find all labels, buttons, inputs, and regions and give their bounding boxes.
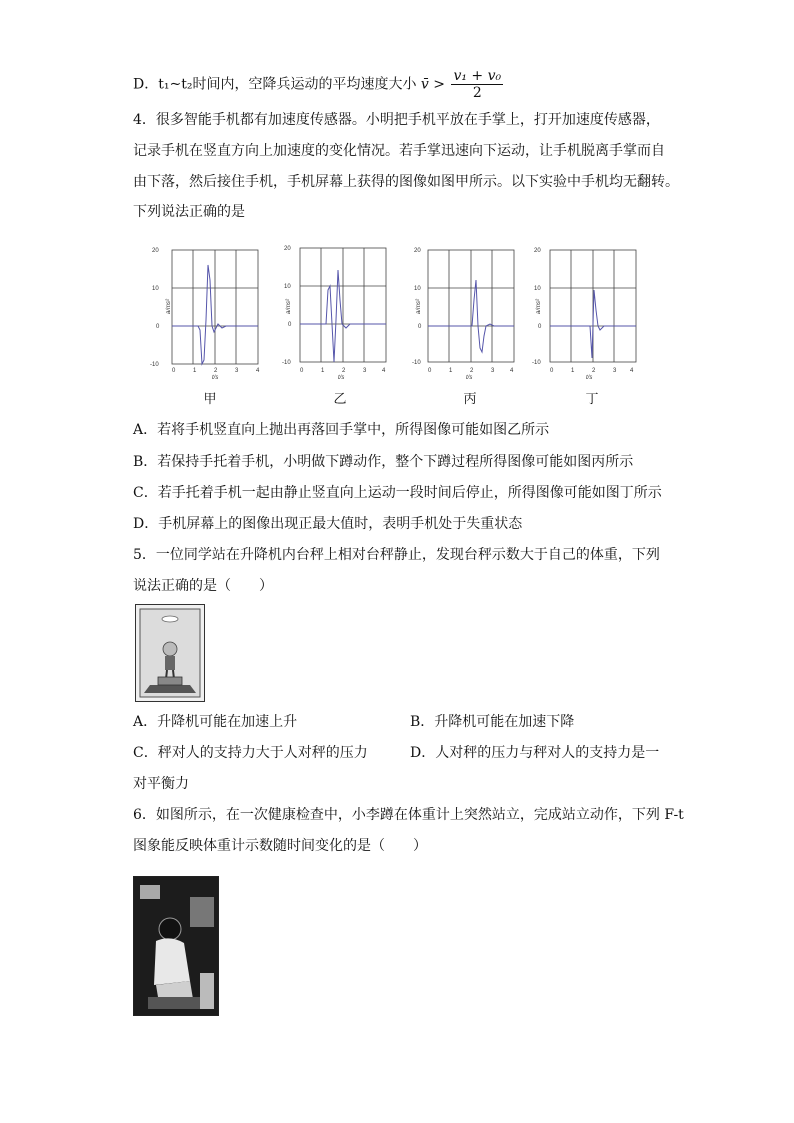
y-tick: 0 bbox=[156, 324, 160, 330]
y-tick: -10 bbox=[532, 360, 541, 366]
y-label: a/ms² bbox=[536, 299, 542, 314]
graph-caption: 甲 bbox=[203, 392, 217, 407]
x-tick: 3 bbox=[491, 368, 495, 374]
x-tick: 0 bbox=[172, 368, 176, 374]
x-tick: 2 bbox=[592, 368, 596, 374]
y-tick: 10 bbox=[284, 284, 291, 290]
x-tick: 1 bbox=[571, 368, 575, 374]
y-tick: -10 bbox=[150, 362, 159, 368]
x-tick: 2 bbox=[342, 368, 346, 374]
q5-option-b: B．升降机可能在加速下降 bbox=[410, 714, 575, 730]
q5-stem-line: 5．一位同学站在升降机内台秤上相对台秤静止，发现台秤示数大于自己的体重，下列 bbox=[133, 547, 660, 563]
y-tick: 20 bbox=[414, 248, 421, 254]
x-tick: 4 bbox=[256, 368, 260, 374]
elevator-illustration bbox=[135, 604, 205, 702]
q4-stem-line: 下列说法正确的是 bbox=[133, 204, 245, 220]
y-tick: 0 bbox=[538, 324, 542, 330]
graph-bing-plot bbox=[400, 240, 520, 380]
q4-option-d: D．手机屏幕上的图像出现正最大值时，表明手机处于失重状态 bbox=[133, 516, 523, 532]
graph-jia bbox=[150, 240, 270, 380]
y-tick: -10 bbox=[282, 360, 291, 366]
q5-option-c: C．秤对人的支持力大于人对秤的压力 bbox=[133, 745, 368, 761]
x-tick: 3 bbox=[363, 368, 367, 374]
x-tick: 0 bbox=[428, 368, 432, 374]
graph-caption: 丁 bbox=[585, 392, 599, 407]
graph-yi-plot bbox=[270, 240, 390, 380]
y-tick: -10 bbox=[412, 360, 421, 366]
y-tick: 0 bbox=[288, 322, 292, 328]
q4-stem-line: 4．很多智能手机都有加速度传感器。小明把手机平放在手掌上，打开加速度传感器， bbox=[133, 112, 660, 128]
fraction-numerator: v₁ + v₀ bbox=[453, 68, 502, 84]
q3-option-d bbox=[133, 68, 503, 101]
health-check-photo bbox=[133, 876, 219, 1016]
q4-option-b: B．若保持手托着手机，小明做下蹲动作，整个下蹲过程所得图像可能如图丙所示 bbox=[133, 454, 634, 470]
q4-stem-line: 记录手机在竖直方向上加速度的变化情况。若手掌迅速向下运动，让手机脱离手掌而自 bbox=[133, 143, 665, 159]
q6-stem-line: 6．如图所示，在一次健康检查中，小李蹲在体重计上突然站立，完成站立动作，下列 F-t bbox=[133, 807, 684, 823]
graph-caption: 乙 bbox=[333, 392, 347, 407]
y-tick: 10 bbox=[534, 286, 541, 292]
option-text: t₁~t₂时间内，空降兵运动的平均速度大小 bbox=[158, 76, 417, 93]
graph-bing bbox=[400, 240, 520, 380]
q4-stem-line: 由下落，然后接住手机，手机屏幕上获得的图像如图甲所示。以下实验中手机均无翻转。 bbox=[133, 174, 679, 190]
x-tick: 2 bbox=[214, 368, 218, 374]
graph-jia-plot bbox=[150, 240, 270, 380]
y-label: a/ms² bbox=[416, 299, 422, 314]
fraction bbox=[451, 68, 503, 101]
x-tick: 1 bbox=[193, 368, 197, 374]
x-label: t/s bbox=[586, 375, 593, 380]
x-tick: 4 bbox=[382, 368, 386, 374]
graph-ding-plot bbox=[520, 240, 640, 380]
x-tick: 4 bbox=[510, 368, 514, 374]
person-standing-icon bbox=[134, 877, 218, 1015]
x-tick: 2 bbox=[470, 368, 474, 374]
y-tick: 20 bbox=[284, 246, 291, 252]
elevator-person-icon bbox=[136, 605, 204, 701]
y-tick: 20 bbox=[152, 248, 159, 254]
q4-option-c: C．若手托着手机一起由静止竖直向上运动一段时间后停止，所得图像可能如图丁所示 bbox=[133, 485, 662, 501]
x-tick: 3 bbox=[235, 368, 239, 374]
option-prefix: D． bbox=[133, 76, 159, 93]
graph-ding bbox=[520, 240, 640, 380]
y-tick: 20 bbox=[534, 248, 541, 254]
q6-stem-line: 图象能反映体重计示数随时间变化的是（ ） bbox=[133, 838, 427, 854]
x-tick: 4 bbox=[630, 368, 634, 374]
x-label: t/s bbox=[338, 375, 345, 380]
x-label: t/s bbox=[466, 375, 473, 380]
x-tick: 1 bbox=[449, 368, 453, 374]
q5-option-a: A．升降机可能在加速上升 bbox=[133, 714, 298, 730]
graph-yi bbox=[270, 240, 390, 380]
y-label: a/ms² bbox=[286, 299, 292, 314]
x-tick: 0 bbox=[550, 368, 554, 374]
x-tick: 0 bbox=[300, 368, 304, 374]
x-tick: 1 bbox=[321, 368, 325, 374]
q5-stem-line: 说法正确的是（ ） bbox=[133, 578, 273, 594]
x-tick: 3 bbox=[613, 368, 617, 374]
q4-option-a: A．若将手机竖直向上抛出再落回手掌中，所得图像可能如图乙所示 bbox=[133, 422, 550, 438]
y-tick: 10 bbox=[152, 286, 159, 292]
fraction-denominator: 2 bbox=[472, 85, 482, 101]
x-label: t/s bbox=[212, 375, 219, 380]
q5-option-d-continued: 对平衡力 bbox=[133, 776, 189, 792]
y-label: a/ms² bbox=[166, 299, 172, 314]
q5-option-d: D．人对秤的压力与秤对人的支持力是一 bbox=[410, 745, 660, 761]
graph-caption: 丙 bbox=[463, 392, 477, 407]
vbar-symbol: v̄ > bbox=[420, 76, 445, 93]
y-tick: 0 bbox=[418, 324, 422, 330]
y-tick: 10 bbox=[414, 286, 421, 292]
